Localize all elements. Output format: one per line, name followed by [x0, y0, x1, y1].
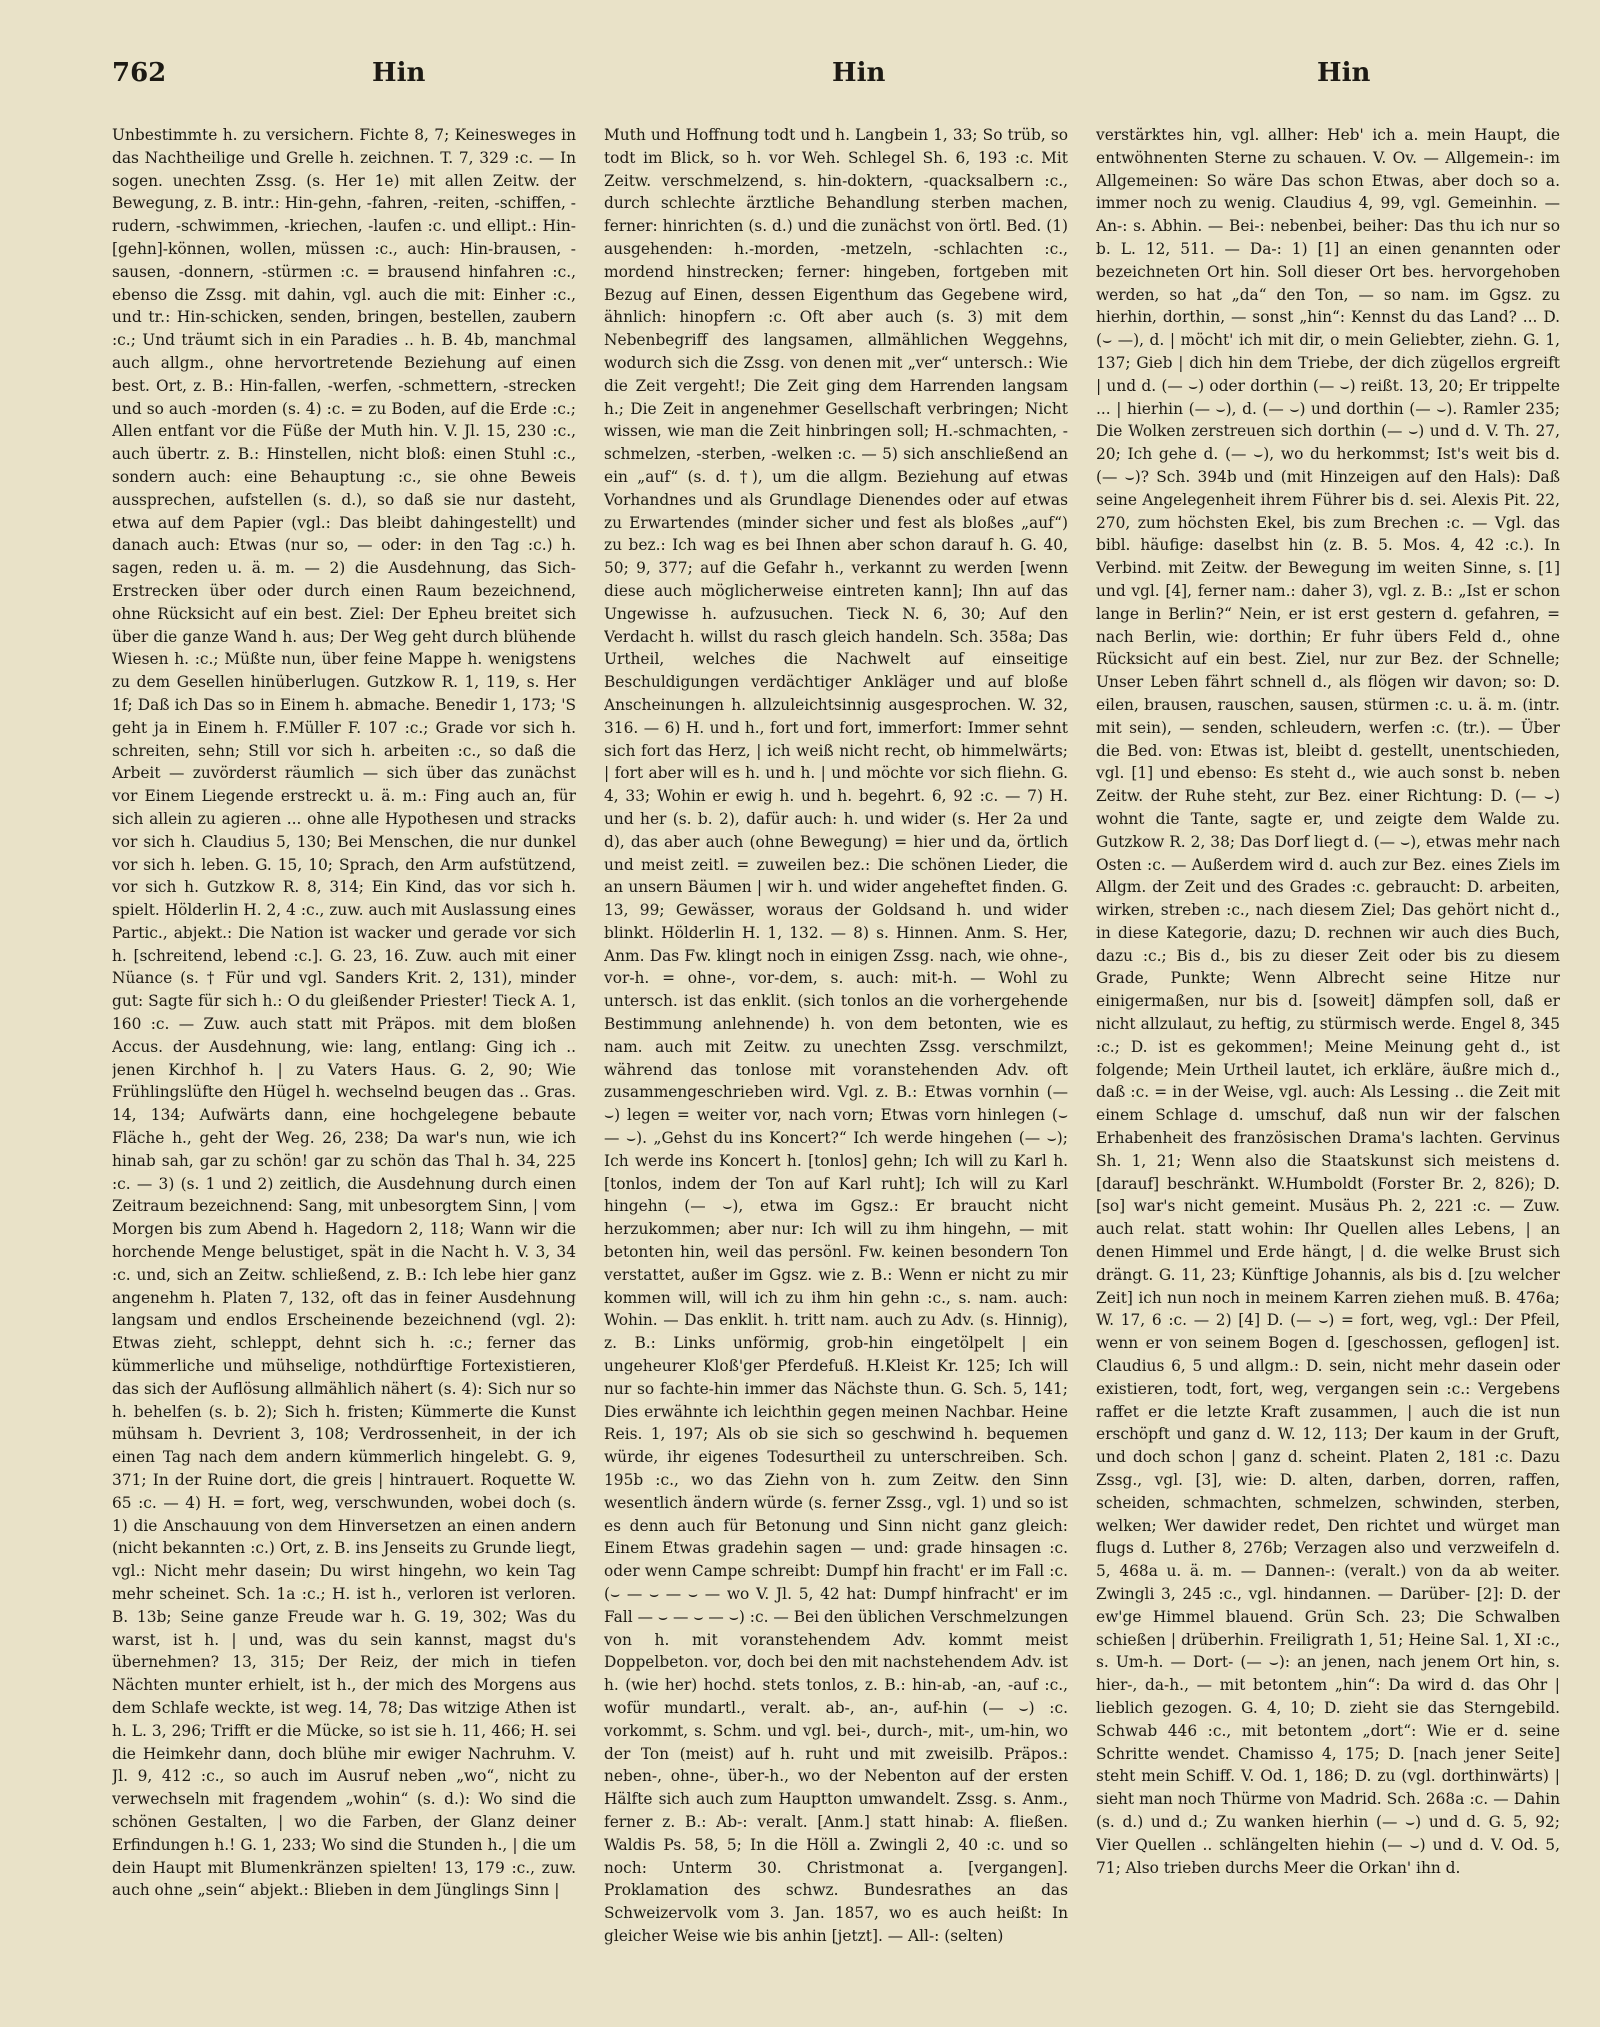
column-right — [1096, 124, 1560, 2004]
column-middle — [604, 124, 1068, 2004]
running-head-right: Hin — [1317, 58, 1371, 88]
column-left-text: Unbestimmte h. zu versichern. Fichte 8, 7; Keinesweges in das Nachtheilige und Grelle h. zeichnen. T. 7, 329 :c. — In sogen. unechten Zssg. (s. Her 1e) mit allen Zeitw. der Bewegung, z. B. intr.: Hin-gehn, -fahren, -reiten, -schiffen, -rudern, -schwimmen, -kriechen, -laufen :c. und ellipt.: Hin-[gehn]-können, wollen, müssen :c., auch: Hin-brausen, -sausen, -donnern, -stürmen :c. = brausend hinfahren :c., ebenso die Zssg. mit dahin, vgl. auch die mit: Einher :c., und tr.: Hin-schicken, senden, bringen, bestellen, zaubern :c.; Und träumt sich in ein Paradies .. h. B. 4b, manchmal auch allgm., ohne hervortretende Beziehung auf einen best. Ort, z. B.: Hin-fallen, -werfen, -schmettern, -strecken und so auch -morden (s. 4) :c. = zu Boden, auf die Erde :c.; Allen entfant vor die Füße der Muth hin. V. Jl. 15, 230 :c., auch übertr. z. B.: Hinstellen, nicht bloß: einen Stuhl :c., sondern auch: eine Behauptung :c., sie ohne Beweis aussprechen, aufstellen (s. d.), so daß sie nur dasteht, etwa auf dem Papier (vgl.: Das bleibt dahingestellt) und danach auch: Etwas (nur so, — oder: in den Tag :c.) h. sagen, reden u. ä. m. — 2) die Ausdehnung, das Sich-Erstrecken über oder durch einen Raum bezeichnend, ohne Rücksicht auf ein best. Ziel: Der Epheu breitet sich über die ganze Wand h. aus; Der Weg geht durch blühende Wiesen h. :c.; Müßte nun, über feine Mappe h. wenigstens zu dem Gesellen hinüberlugen. Gutzkow R. 1, 119, s. Her 1f; Daß ich Das so in Einem h. abmache. Benedir 1, 173; 'S geht ja in Einem h. F.Müller F. 107 :c.; Grade vor sich h. schreiten, sehn; Still vor sich h. arbeiten :c., so daß die Arbeit — zuvörderst räumlich — sich über das zunächst vor Einem Liegende erstreckt u. ä. m.: Fing auch an, für sich allein zu agieren ... ohne alle Hypothesen und stracks vor sich h. Claudius 5, 130; Bei Menschen, die nur dunkel vor sich h. leben. G. 15, 10; Sprach, den Arm aufstützend, vor sich h. Gutzkow R. 8, 314; Ein Kind, das vor sich h. spielt. Hölderlin H. 2, 4 :c., zuw. auch mit Auslassung eines Partic., abjekt.: Die Nation ist wacker und gerade vor sich h. [schreitend, lebend :c.]. G. 23, 16. Zuw. auch mit einer Nüance (s. † Für und vgl. Sanders Krit. 2, 131), minder gut: Sagte für sich h.: O du gleißender Priester! Tieck A. 1, 160 :c. — Zuw. auch statt mit Präpos. mit dem bloßen Accus. der Ausdehnung, wie: lang, entlang: Ging ich .. jenen Kirchhof h. | zu Vaters Haus. G. 2, 90; Wie Frühlingslüfte den Hügel h. wechselnd beugen das .. Gras. 14, 134; Aufwärts dann, eine hochgelegene bebaute Fläche h., geht der Weg. 26, 238; Da war's nun, wie ich hinab sah, gar zu schön! gar zu schön das Thal h. 34, 225 :c. — 3) (s. 1 und 2) zeitlich, die Ausdehnung durch einen Zeitraum bezeichnend: Sang, mit unbesorgtem Sinn, | vom Morgen bis zum Abend h. Hagedorn 2, 118; Wann wir die horchende Menge belustiget, spät in die Nacht h. V. 3, 34 :c. und, sich an Zeitw. schließend, z. B.: Ich lebe hier ganz angenehm h. Platen 7, 132, oft das in feiner Ausdehnung langsam und endlos Erscheinende bezeichnend (vgl. 2): Etwas zieht, schleppt, dehnt sich h. :c.; ferner das kümmerliche und mühselige, nothdürftige Fortexistieren, das sich der Auflösung allmählich nähert (s. 4): Sich nur so h. behelfen (s. b. 2); Sich h. fristen; Kümmerte die Kunst mühsam h. Devrient 3, 108; Verdrossenheit, in der ich einen Tag nach dem andern kümmerlich hingelebt. G. 9, 371; In der Ruine dort, die greis | hintrauert. Roquette W. 65 :c. — 4) H. = fort, weg, verschwunden, wobei doch (s. 1) die Anschauung von dem Hinversetzen an einen andern (nicht bekannten :c.) Ort, z. B. ins Jenseits zu Grunde liegt, vgl.: Nicht mehr dasein; Du wirst hingehn, wo kein Tag mehr scheinet. Sch. 1a :c.; H. ist h., verloren ist verloren. B. 13b; Seine ganze Freude war h. G. 19, 302; Was du warst, ist h. | und, was du sein kannst, magst du's übernehmen? 13, 315; Der Reiz, der mich in tiefen Nächten munter erhielt, ist h., der mich des Morgens aus dem Schlafe weckte, ist weg. 14, 78; Das witzige Athen ist h. L. 3, 296; Trifft er die Mücke, so ist sie h. 11, 466; H. sei die Heimkehr dann, doch blühe mir ewiger Nachruhm. V. Jl. 9, 412 :c., so auch im Ausruf neben „wo“, nicht zu verwechseln mit fragendem „wohin“ (s. d.): Wo sind die schönen Gestalten, | wo die Farben, der Glanz deiner Erfindungen h.! G. 1, 233; Wo sind die Stunden h., | die um dein Haupt mit Blumenkränzen spielten! 13, 179 :c., zuw. auch ohne „sein“ abjekt.: Blieben in dem Jünglings Sinn | — [112, 126, 576, 1900]
running-head-center: Hin — [832, 58, 886, 88]
column-middle-text: Muth und Hoffnung todt und h. Langbein 1, 33; So trüb, so todt im Blick, so h. vor Weh. Schlegel Sh. 6, 193 :c. Mit Zeitw. verschmelzend, s. hin-doktern, -quacksalbern :c., durch schlechte ärztliche Behandlung sterben machen, ferner: hinrichten (s. d.) und die zunächst von örtl. Bed. (1) ausgehenden: h.-morden, -metzeln, -schlachten :c., mordend hinstrecken; ferner: hingeben, fortgeben mit Bezug auf Einen, dessen Eigenthum das Gegebene wird, ähnlich: hinopfern :c. Oft aber auch (s. 3) mit dem Nebenbegriff des langsamen, allmählichen Weggehns, wodurch sich die Zssg. von denen mit „ver“ untersch.: Wie die Zeit vergeht!; Die Zeit ging dem Harrenden langsam h.; Die Zeit in angenehmer Gesellschaft verbringen; Nicht wissen, wie man die Zeit hinbringen soll; H.-schmachten, -schmelzen, -sterben, -welken :c. — 5) sich anschließend an ein „auf“ (s. d. †), um die allgm. Beziehung auf etwas Vorhandnes und als Grundlage Dienendes oder auf etwas zu Erwartendes (minder sicher und fest als bloßes „auf“) zu bez.: Ich wag es bei Ihnen aber schon darauf h. G. 40, 50; 9, 377; auf die Gefahr h., verkannt zu werden [wenn diese auch möglicherweise eintreten kann]; Ihn auf das Ungewisse h. aufzusuchen. Tieck N. 6, 30; Auf den Verdacht h. willst du rasch gleich handeln. Sch. 358a; Das Urtheil, welches die Nachwelt auf einseitige Beschuldigungen verdächtiger Ankläger und auf bloße Anscheinungen h. allzuleichtsinnig ausgesprochen. W. 32, 316. — 6) H. und h., fort und fort, immerfort: Immer sehnt sich fort das Herz, | ich weiß nicht recht, ob himmelwärts; | fort aber will es h. und h. | und möchte vor sich fliehn. G. 4, 33; Wohin er ewig h. und h. begehrt. 6, 92 :c. — 7) H. und her (s. b. 2), dafür auch: h. und wider (s. Her 2a und d), das aber auch (ohne Bewegung) = hier und da, örtlich und meist zeitl. = zuweilen bez.: Die schönen Lieder, die an unsern Bäumen | wir h. und wider angeheftet finden. G. 13, 99; Gewässer, woraus der Goldsand h. und wider blinkt. Hölderlin H. 1, 132. — 8) s. Hinnen. Anm. S. Her, Anm. Das Fw. klingt noch in einigen Zssg. nach, wie ohne-, vor-h. = ohne-, vor-dem, s. auch: mit-h. — Wohl zu untersch. ist das enklit. (sich tonlos an die vorhergehende Bestimmung anlehnende) h. von dem betonten, wie es nam. auch mit Zeitw. zu unechten Zssg. verschmilzt, während das tonlose mit voranstehenden Adv. oft zusammengeschrieben wird. Vgl. z. B.: Etwas vornhin (— ⌣) legen = weiter vor, nach vorn; Etwas vorn hinlegen (⌣ — ⌣). „Gehst du ins Koncert?“ Ich werde hingehen (— ⌣); Ich werde ins Koncert h. [tonlos] gehn; Ich will zu Karl h. [tonlos, indem der Ton auf Karl ruht]; Ich will zu Karl hingehn (— ⌣), etwa im Ggsz.: Er braucht nicht herzukommen; aber nur: Ich will zu ihm hingehn, — mit betonten hin, weil das persönl. Fw. keinen besondern Ton verstattet, außer im Ggsz. wie z. B.: Wenn er nicht zu mir kommen will, will ich zu ihm hin gehn :c., s. nam. auch: Wohin. — Das enklit. h. tritt nam. auch zu Adv. (s. Hinnig), z. B.: Links unförmig, grob-hin eingetölpelt | ein ungeheurer Kloß'ger Pferdefuß. H.Kleist Kr. 125; Ich will nur so fachte-hin immer das Nächste thun. G. Sch. 5, 141; Dies erwähnte ich leichthin gegen meinen Nachbar. Heine Reis. 1, 197; Als ob sie sich so geschwind h. bequemen würde, ihr eigenes Todesurtheil zu unterschreiben. Sch. 195b :c., wo das Ziehn von h. zum Zeitw. den Sinn wesentlich ändern würde (s. ferner Zssg., vgl. 1) und so ist es denn auch für Betonung und Sinn nicht ganz gleich: Einem Etwas gradehin sagen — und: grade hinsagen :c. oder wenn Campe schreibt: Dumpf hin fracht' er im Fall :c. (⌣ — ⌣ — ⌣ — wo V. Jl. 5, 42 hat: Dumpf hinfracht' er im Fall — ⌣ — ⌣ — ⌣) :c. — Bei den üblichen Verschmelzungen von h. mit voranstehendem Adv. kommt meist Doppelbeton. vor, doch bei den mit nachstehendem Adv. ist h. (wie her) hochd. stets tonlos, z. B.: hin-ab, -an, -auf :c., wofür mundartl., veralt. ab-, an-, auf-hin (— ⌣) :c. vorkommt, s. Schm. und vgl. bei-, durch-, mit-, um-hin, wo der Ton (meist) auf h. ruht und mit zweisilb. Präpos.: neben-, ohne-, über-h., wo der Nebenton auf der ersten Hälfte sich auch zum Hauptton umwandelt. Zssg. s. Anm., ferner z. B.: Ab-: veralt. [Anm.] statt hinab: A. fließen. Waldis Ps. 58, 5; In die Höll a. Zwingli 2, 40 :c. und so noch: Unterm 30. Christmonat a. [vergangen]. Proklamation des schwz. Bundesrathes an das Schweizervolk vom 3. Jan. 1857, wo es auch heißt: In gleicher Weise wie bis anhin [jetzt]. — All-: (selten) — [604, 126, 1068, 1945]
page-header — [112, 58, 1560, 100]
column-right-text: verstärktes hin, vgl. allher: Heb' ich a. mein Haupt, die entwöhnenten Sterne zu schauen. V. Ov. — Allgemein-: im Allgemeinen: So wäre Das schon Etwas, aber doch so a. immer noch zu wenig. Claudius 4, 99, vgl. Gemeinhin. — An-: s. Abhin. — Bei-: nebenbei, beiher: Das thu ich nur so b. L. 12, 511. — Da-: 1) [1] an einen genannten oder bezeichneten Ort hin. Soll dieser Ort bes. hervorgehoben werden, so hat „da“ den Ton, — so nam. im Ggsz. zu hierhin, dorthin, — sonst „hin“: Kennst du das Land? ... D. (⌣ —), d. | möcht' ich mit dir, o mein Geliebter, ziehn. G. 1, 137; Gieb | dich hin dem Triebe, der dich zügellos ergreift | und d. (— ⌣) oder dorthin (— ⌣) reißt. 13, 20; Er trippelte ... | hierhin (— ⌣), d. (— ⌣) und dorthin (— ⌣). Ramler 235; Die Wolken zerstreuen sich dorthin (— ⌣) und d. V. Th. 27, 20; Ich gehe d. (— ⌣), wo du herkommst; Ist's weit bis d. (— ⌣)? Sch. 394b und (mit Hinzeigen auf den Hals): Daß seine Angelegenheit ihrem Führer bis d. sei. Alexis Pit. 22, 270, zum höchsten Ekel, bis zum Brechen :c. — Vgl. das bibl. häufige: daselbst hin (z. B. 5. Mos. 4, 42 :c.). In Verbind. mit Zeitw. der Bewegung im weiten Sinne, s. [1] und vgl. [4], ferner nam.: daher 3), vgl. z. B.: „Ist er schon lange in Berlin?“ Nein, er ist erst gestern d. gefahren, = nach Berlin, wie: dorthin; Er fuhr übers Feld d., ohne Rücksicht auf ein best. Ziel, nur zur Bez. der Schnelle; Unser Leben fährt schnell d., als flögen wir davon; so: D. eilen, brausen, rauschen, sausen, stürmen :c. u. ä. m. (intr. mit sein), — senden, schleudern, werfen :c. (tr.). — Über die Bed. von: Etwas ist, bleibt d. gestellt, unentschieden, vgl. [1] und ebenso: Es steht d., wie auch sonst b. neben Zeitw. der Ruhe steht, zur Bez. einer Richtung: D. (— ⌣) wohnt die Tante, sagte er, und zeigte dem Walde zu. Gutzkow R. 2, 38; Das Dorf liegt d. (— ⌣), etwas mehr nach Osten :c. — Außerdem wird d. auch zur Bez. eines Ziels im Allgm. der Zeit und des Grades :c. gebraucht: D. arbeiten, wirken, streben :c., nach diesem Ziel; Das gehört nicht d., in diese Kategorie, dazu; D. rechnen wir auch dies Buch, dazu :c.; Bis d., bis zu dieser Zeit oder bis zu diesem Grade, Punkte; Wenn Albrecht seine Hitze nur einigermaßen, nur bis d. [soweit] dämpfen soll, daß er nicht allzulaut, zu heftig, zu stürmisch werde. Engel 8, 345 :c.; D. ist es gekommen!; Meine Meinung geht d., ist folgende; Mein Urtheil lautet, ich erkläre, äußre mich d., daß :c. = in der Weise, vgl. auch: Als Lessing .. die Zeit mit einem Schlage d. umschuf, daß nun wir der falschen Erhabenheit des französischen Drama's lachten. Gervinus Sh. 1, 21; Wenn also die Staatskunst sich meistens d. [darauf] beschränkt. W.Humboldt (Forster Br. 2, 826); D. [so] war's nicht gemeint. Musäus Ph. 2, 221 :c. — Zuw. auch relat. statt wohin: Ihr Quellen alles Lebens, | an denen Himmel und Erde hängt, | d. die welke Brust sich drängt. G. 11, 23; Künftige Johannis, als bis d. [zu welcher Zeit] ich nun noch in meinem Karren ziehen muß. B. 476a; W. 17, 6 :c. — 2) [4] D. (— ⌣) = fort, weg, vgl.: Der Pfeil, wenn er von seinem Bogen d. [geschossen, geflogen] ist. Claudius 6, 5 und allgm.: D. sein, nicht mehr dasein oder existieren, todt, fort, weg, vergangen sein :c.: Vergebens raffet er die letzte Kraft zusammen, | auch die ist nun erschöpft und ganz d. W. 12, 113; Der kaum in der Gruft, und doch schon | ganz d. scheint. Platen 2, 181 :c. Dazu Zssg., vgl. [3], wie: D. alten, darben, dorren, raffen, scheiden, schmachten, schmelzen, schwinden, sterben, welken; Wer dawider redet, Den richtet und würget man flugs d. Luther 8, 276b; Verzagen also und verzweifeln d. 5, 468a u. ä. m. — Dannen-: (veralt.) von da ab weiter. Zwingli 3, 245 :c., vgl. hindannen. — Darüber- [2]: D. der ew'ge Himmel blauend. Grün Sch. 23; Die Schwalben schießen | drüberhin. Freiligrath 1, 51; Heine Sal. 1, XI :c., s. Um-h. — Dort- (— ⌣): an jenen, nach jenem Ort hin, s. hier-, da-h., — mit betontem „hin“: Da wird d. das Ohr | lieblich gezogen. G. 4, 10; D. zieht sie das Sterngebild. Schwab 446 :c., mit betontem „dort“: Wie er d. seine Schritte wendet. Chamisso 4, 175; D. [nach jener Seite] steht mein Schiff. V. Od. 1, 186; D. zu (vgl. dorthinwärts) | sieht man noch Thürme von Madrid. Sch. 268a :c. — Dahin (s. d.) und d.; Zu wanken hierhin (— ⌣) und d. G. 5, 92; Vier Quellen .. schlängelten hiehin (— ⌣) und d. V. Od. 5, 71; Also trieben durchs Meer die Orkan' ihn d. — [1096, 126, 1560, 1877]
text-columns — [112, 124, 1560, 2004]
running-head-left: Hin — [372, 58, 426, 88]
column-left — [112, 124, 576, 2004]
page-number: 762 — [112, 58, 167, 88]
